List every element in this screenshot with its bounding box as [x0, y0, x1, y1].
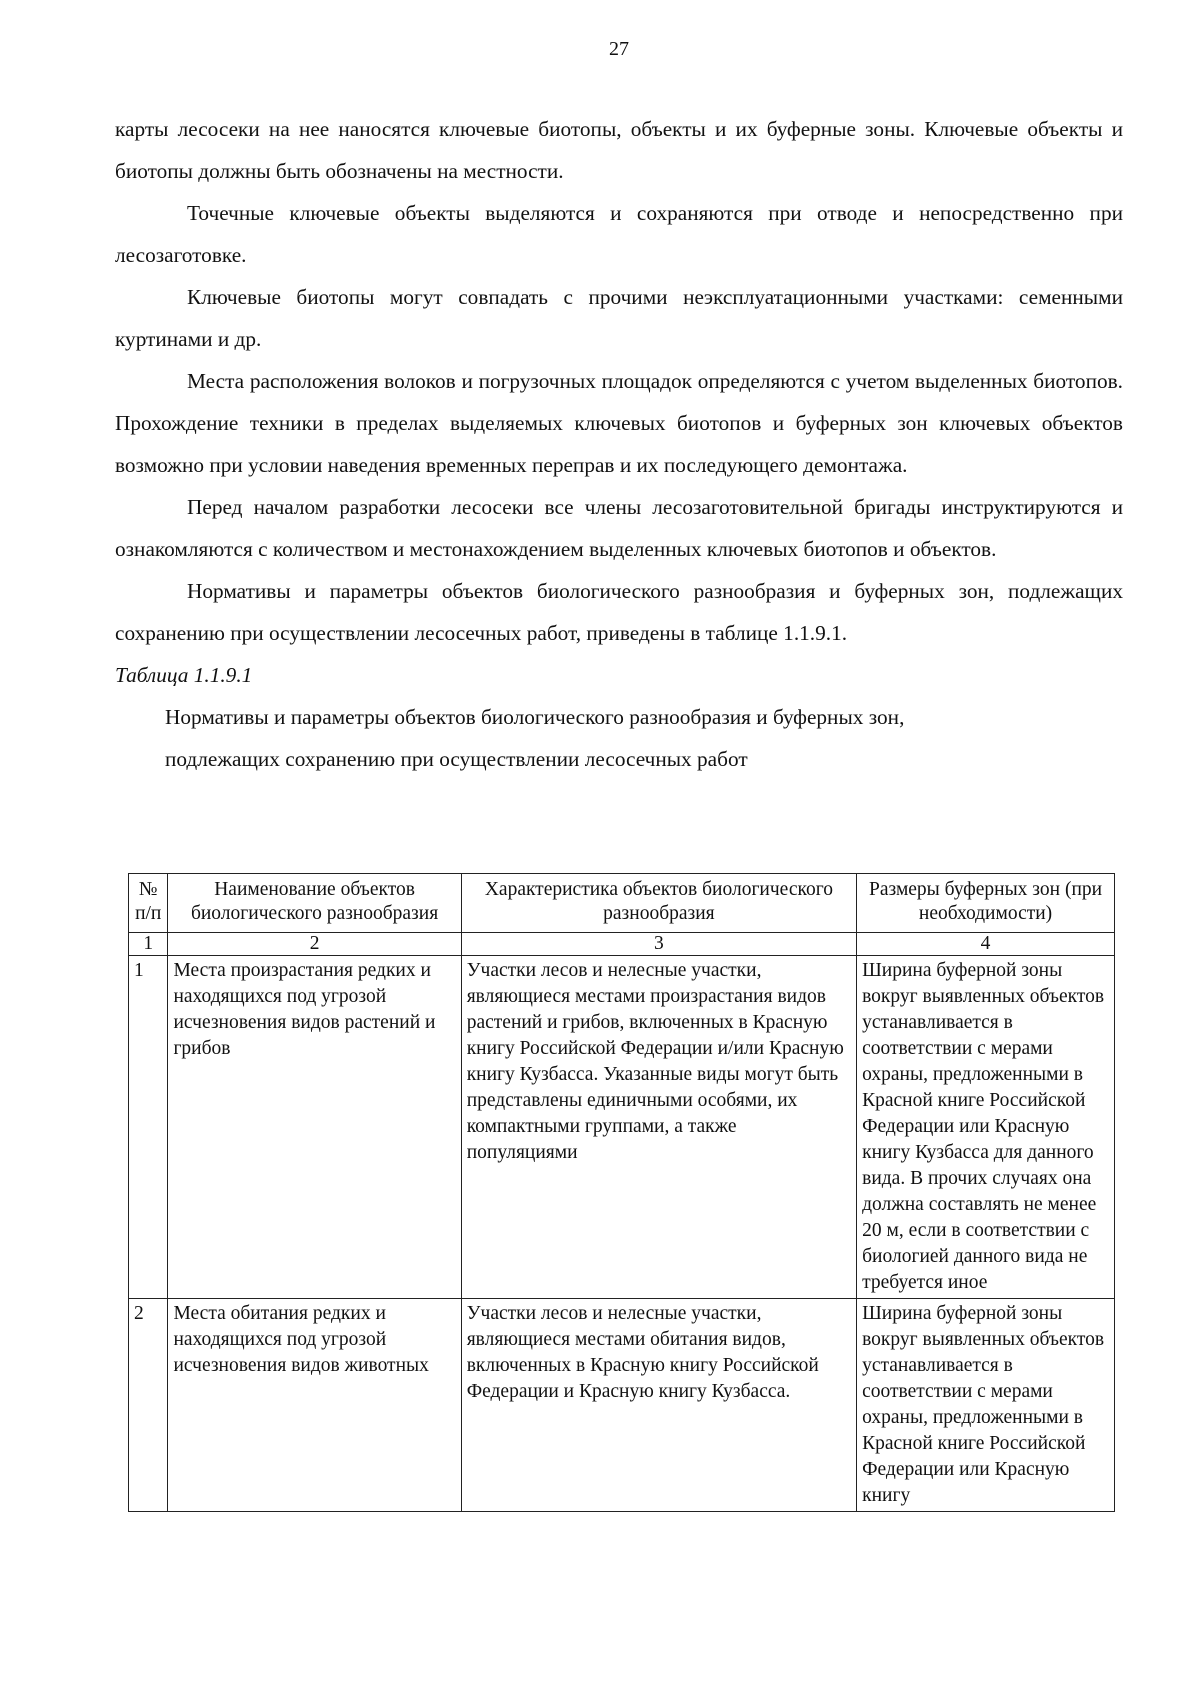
table-title-line-2: подлежащих сохранению при осуществлении лесосечных работ	[165, 747, 748, 771]
paragraph: карты лесосеки на нее наносятся ключевые биотопы, объекты и их буферные зоны. Ключевые объекты и биотопы должны быть обозначены на местности.	[115, 117, 1123, 183]
column-numbers-row	[129, 933, 1115, 956]
column-number: 3	[461, 933, 856, 956]
table-title-line-1: Нормативы и параметры объектов биологического разнообразия и буферных зон,	[165, 705, 905, 729]
header-number: № п/п	[129, 874, 168, 933]
column-number: 1	[129, 933, 168, 956]
table-row	[129, 1299, 1115, 1512]
row-name: Места обитания редких и находящихся под угрозой исчезновения видов животных	[168, 1299, 461, 1512]
column-number: 2	[168, 933, 461, 956]
page-number: 27	[609, 38, 629, 60]
biodiversity-table	[128, 873, 1115, 1512]
header-characteristic: Характеристика объектов биологического разнообразия	[461, 874, 856, 933]
paragraph: Точечные ключевые объекты выделяются и сохраняются при отводе и непосредственно при лесозаготовке.	[115, 201, 1123, 267]
row-characteristic: Участки лесов и нелесные участки, являющиеся местами обитания видов, включенных в Красную книгу Российской Федерации и Красную книгу Кузбасса.	[461, 1299, 856, 1512]
row-buffer: Ширина буферной зоны вокруг выявленных объектов устанавливается в соответствии с мерами охраны, предложенными в Красной книге Российской Федерации или Красную книгу	[857, 1299, 1115, 1512]
body-text	[115, 108, 1123, 780]
header-name: Наименование объектов биологического разнообразия	[168, 874, 461, 933]
row-characteristic: Участки лесов и нелесные участки, являющиеся местами произрастания видов растений и грибов, включенных в Красную книгу Российской Федерации и/или Красную книгу Кузбасса. Указанные виды могут быть представлены единичными особями, их компактными группами, а также популяциями	[461, 956, 856, 1299]
paragraph: Места расположения волоков и погрузочных площадок определяются с учетом выделенных биотопов. Прохождение техники в пределах выделяемых ключевых биотопов и буферных зон ключевых объектов возможно при условии наведения временных переправ и их последующего демонтажа.	[115, 369, 1123, 477]
header-buffer: Размеры буферных зон (при необходимости)	[857, 874, 1115, 933]
column-number: 4	[857, 933, 1115, 956]
row-name: Места произрастания редких и находящихся под угрозой исчезновения видов растений и грибов	[168, 956, 461, 1299]
paragraph: Нормативы и параметры объектов биологического разнообразия и буферных зон, подлежащих сохранению при осуществлении лесосечных работ, приведены в таблице 1.1.9.1.	[115, 579, 1123, 645]
row-buffer: Ширина буферной зоны вокруг выявленных объектов устанавливается в соответствии с мерами охраны, предложенными в Красной книге Российской Федерации или Красную книгу Кузбасса для данного вида. В прочих случаях она должна составлять не менее 20 м, если в соответствии с биологией данного вида не требуется иное	[857, 956, 1115, 1299]
row-number: 1	[129, 956, 168, 1299]
paragraph: Ключевые биотопы могут совпадать с прочими неэксплуатационными участками: семенными куртинами и др.	[115, 285, 1123, 351]
table-label: Таблица 1.1.9.1	[115, 663, 253, 687]
row-number: 2	[129, 1299, 168, 1512]
paragraph: Перед началом разработки лесосеки все члены лесозаготовительной бригады инструктируются и ознакомляются с количеством и местонахождением выделенных ключевых биотопов и объектов.	[115, 495, 1123, 561]
table-row	[129, 956, 1115, 1299]
table-header-row	[129, 874, 1115, 933]
